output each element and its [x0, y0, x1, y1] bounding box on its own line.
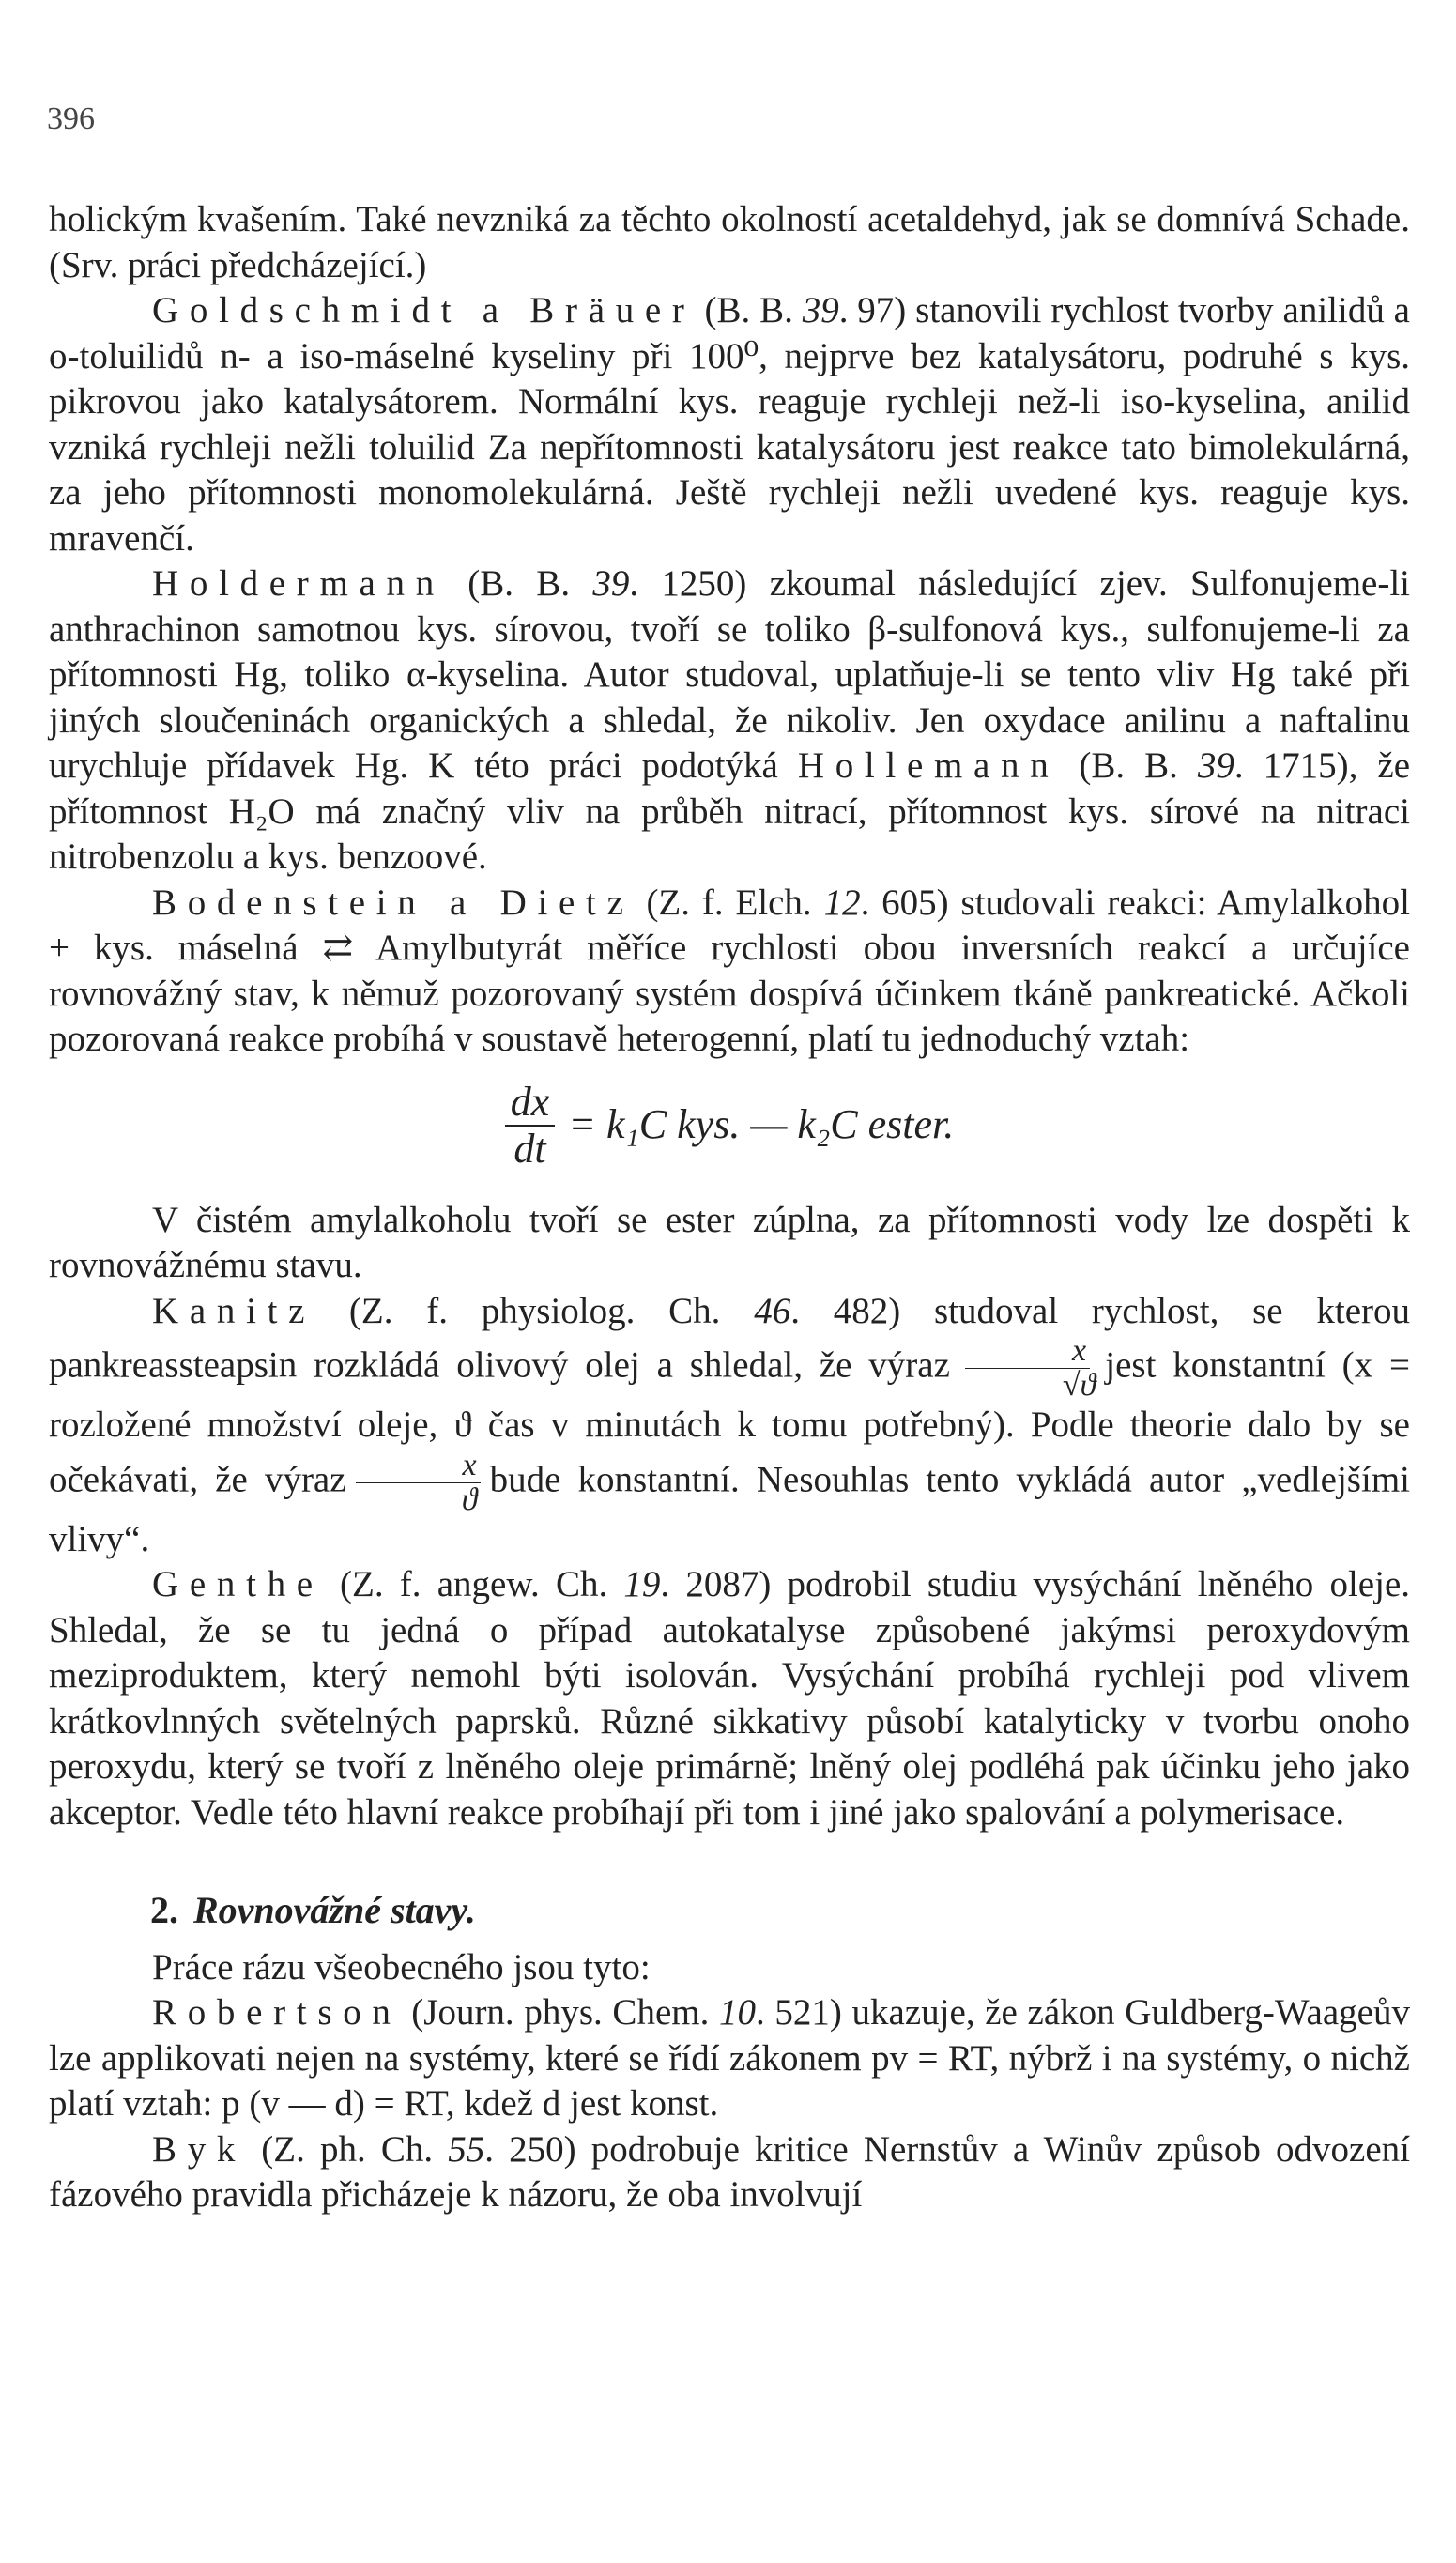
paragraph-byk [49, 2127, 1410, 2218]
reference: (Z. f. physiolog. Ch. [315, 1290, 755, 1331]
body-text [49, 197, 1410, 2218]
author-name: Genthe [152, 1564, 324, 1604]
paragraph-text: . 482) studoval rychlost, se kterou pankreassteapsin rozkládá olivový olej a shledal, že výraz [49, 1290, 1410, 1386]
volume: 39 [592, 563, 630, 604]
volume: 46 [754, 1290, 791, 1331]
fraction-numerator: dx [505, 1080, 556, 1127]
volume: 55 [448, 2128, 485, 2170]
author-name: Bodenstein a Dietz [152, 882, 635, 923]
fraction-denominator: √ϑ [1062, 1368, 1096, 1403]
inline-fraction-sqrt [959, 1334, 1096, 1403]
fraction-denominator: ϑ [461, 1481, 478, 1517]
section-title: Rovnovážné stavy. [193, 1889, 476, 1931]
reference: (Z. ph. Ch. [246, 2128, 449, 2170]
inline-fraction [356, 1449, 481, 1517]
section-heading [49, 1888, 1410, 1934]
paragraph-text: . 2087) podrobil studiu vysýchání lněného oleje. Shledal, že se tu jedná o případ autokatalyse způsobené jakýmsi peroxydovým meziproduktem, který nemohl býti isolován. Vysýchání probíhá rychleji pod vlivem krátkovlnných světelných paprsků. Různé sikkativy působí katalyticky v tvorbu onoho peroxydu, který se tvoří z lněného oleje primárně; lněný olej podléhá pak účinku jeho jako akceptor. Vedle této hlavní reakce probíhají při tom i jiné jako spalování a polymerisace. [49, 1564, 1410, 1833]
page-number: 396 [47, 101, 95, 136]
volume: 10 [719, 1992, 756, 2033]
paragraph-holdermann [49, 561, 1410, 881]
paragraph-intro: Práce rázu všeobecného jsou tyto: [152, 1946, 651, 1987]
paragraph-text: . 605) studovali reakci: Amylalkohol + kys. máselná ⇄ Amylbutyrát měříce rychlosti obou inversních reakcí a určujíce rovnovážný stav, k němuž pozorovaný systém dospívá účinkem tkáně pankreatické. Ačkoli pozorovaná reakce probíhá v soustavě heterogenní, platí tu jednoduchý vztah: [49, 882, 1411, 1059]
paragraph-goldschmidt [49, 288, 1410, 561]
paragraph-genthe [49, 1562, 1410, 1835]
reference: (B. B. [695, 290, 803, 330]
volume: 39 [1197, 745, 1234, 786]
equation-rhs: = k₁C kys. — k₂C ester. [568, 1101, 955, 1148]
reference: (B. B. [444, 563, 593, 604]
author-name: Robertson [152, 1992, 402, 2033]
author-name: Byk [152, 2128, 247, 2170]
fraction-numerator: x [965, 1334, 1090, 1369]
paragraph-text: . 521) ukazuje, že zákon Guldberg-Waageův lze applikovati nejen na systémy, které se řídí zákonem pv = RT, nýbrž i na systémy, o nichž platí vztah: p (v — d) = RT, kdež d jest konst. [49, 1992, 1410, 2124]
paragraph-1: holickým kvašením. Také nevzniká za těchto okolností acetaldehyd, jak se domnívá Schade. (Srv. práci předcházející.) [49, 199, 1410, 285]
paragraph-bodenstein [49, 881, 1410, 1063]
paragraph-robertson [49, 1990, 1410, 2127]
volume: 19 [623, 1564, 661, 1604]
author-name: Holdermann [152, 563, 445, 604]
reference: (B. B. [1059, 745, 1198, 786]
fraction-numerator: x [356, 1449, 481, 1483]
paragraph-text: . 250) podrobuje kritice Nernstův a Winův způsob odvození fázového pravidla přicházeje k názoru, že oba involvují [49, 2128, 1410, 2215]
paragraph-text: jest konstantní (x = rozložené množství oleje, ϑ čas v minutách k tomu potřebný). Podle theorie dalo by se očekávati, že výraz [49, 1344, 1410, 1499]
volume: 39 [802, 290, 839, 330]
paragraph-text: . 1250) zkoumal následující zjev. Sulfonujeme-li anthrachinon samotnou kys. sírovou, tvoří se toliko β-sulfonová kys., sulfonujeme-li za přítomnosti Hg, toliko α-kyselina. Autor studoval, uplatňuje-li se tento vliv Hg také při jiných sloučeninách organických a shledal, že nikoliv. Jen oxydace anilinu a naftalinu urychluje přídavek Hg. K této práci podotýká [49, 563, 1410, 786]
section-number: 2. [150, 1889, 178, 1931]
paragraph-ester: V čistém amylalkoholu tvoří se ester zúplna, za přítomnosti vody lze dospěti k rovnovážnému stavu. [49, 1199, 1410, 1285]
paragraph-text: . 97) stanovili rychlost tvorby anilidů a o-toluilidů n- a iso-máselné kyseliny při 100⁰, nejprve bez katalysátoru, podruhé s kys. pikrovou jako katalysátorem. Normální kys. reaguje rychleji než-li iso-kyselina, anilid vzniká rychleji nežli toluilid Za nepřítomnosti katalysátoru jest reakce tato bimolekulárná, za jeho přítomnosti monomolekulárná. Ještě rychleji nežli uvedené kys. reaguje kys. mravenčí. [49, 290, 1410, 559]
reference: (Z. f. Elch. [634, 882, 824, 923]
author-name: Goldschmidt a Bräuer [152, 290, 696, 330]
rate-equation [49, 1080, 1410, 1172]
paragraph-text: bude konstantní. Nesouhlas tento vykládá autor „vedlejšími vlivy“. [49, 1458, 1410, 1559]
derivative-fraction [505, 1080, 556, 1172]
volume: 12 [823, 882, 861, 923]
author-name: Kanitz [152, 1290, 316, 1331]
author-name: Hollemann [797, 745, 1060, 786]
reference: (Journ. phys. Chem. [401, 1992, 719, 2033]
paragraph-text: . 1715), že přítomnost H₂O má značný vliv na průběh nitrací, přítomnost kys. sírové na nitraci nitrobenzolu a kys. benzoové. [49, 745, 1411, 877]
fraction-denominator: dt [513, 1125, 546, 1172]
paragraph-kanitz [49, 1289, 1410, 1563]
reference: (Z. f. angew. Ch. [323, 1564, 624, 1604]
